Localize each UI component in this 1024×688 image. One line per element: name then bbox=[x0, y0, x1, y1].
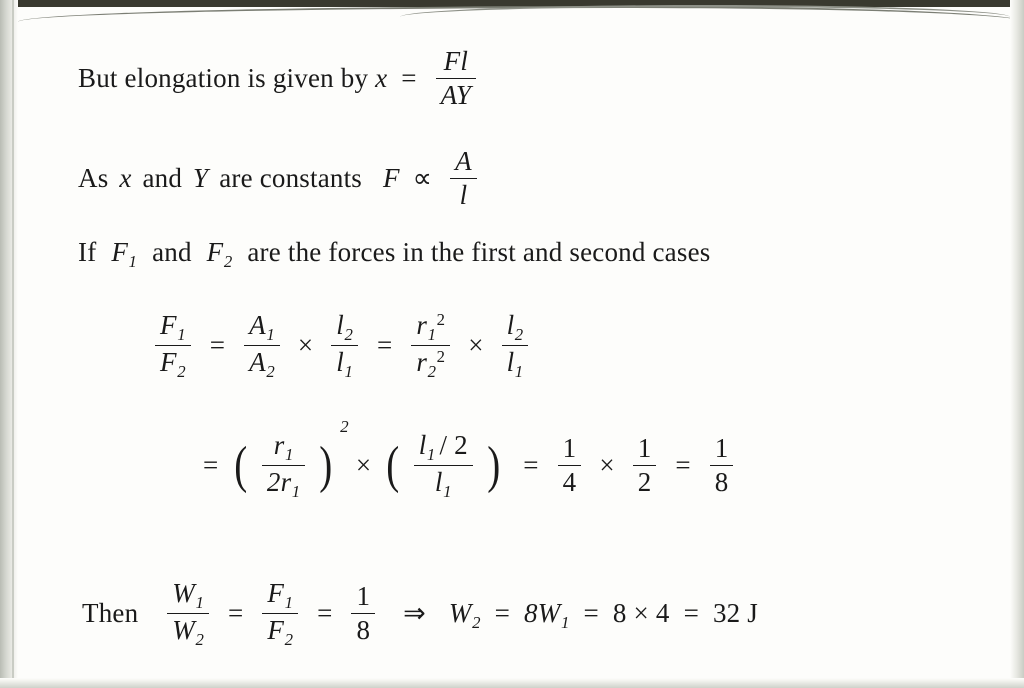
line6-W1-subscript: 1 bbox=[195, 592, 205, 612]
line4-r2-squared bbox=[411, 346, 450, 381]
line4-A1-base: A bbox=[249, 310, 266, 341]
line1-lead-text: But elongation is given by bbox=[78, 62, 369, 93]
line6-equals-2: = bbox=[317, 597, 333, 628]
line4-area-ratio-fraction bbox=[244, 310, 280, 381]
line2-fraction-numerator: A bbox=[450, 146, 477, 179]
line6-F1-base: F bbox=[267, 578, 285, 608]
line5-l1-half-base: l bbox=[418, 430, 427, 460]
line6-F2-subscript: 2 bbox=[284, 629, 294, 649]
line5-r1 bbox=[262, 430, 306, 466]
line4-radius-ratio-fraction bbox=[411, 310, 450, 382]
line1-equals: = bbox=[401, 62, 417, 93]
line5-left-paren-2: ( bbox=[386, 436, 400, 494]
line4-F1 bbox=[155, 310, 191, 346]
line6-one-eighth-numerator: 1 bbox=[351, 581, 375, 614]
line5-right-paren-1: ) bbox=[319, 436, 333, 494]
line5-one-half-denominator: 2 bbox=[637, 467, 652, 498]
line5-2r1-base: 2r bbox=[266, 467, 292, 498]
line6-one-eighth bbox=[351, 581, 375, 646]
line5-r1-subscript: 1 bbox=[284, 444, 294, 464]
line3-F2-subscript: 2 bbox=[223, 251, 233, 271]
line5-power-exponent: 2 bbox=[340, 417, 349, 436]
line6-W2-subscript: 2 bbox=[195, 629, 205, 649]
line4-F1-base: F bbox=[160, 310, 177, 341]
equation-line-forces-definition bbox=[78, 238, 710, 271]
line5-l1-half-subscript: 1 bbox=[426, 444, 436, 464]
line2-fraction-denominator: l bbox=[459, 180, 468, 211]
line4-l2-subscript: 2 bbox=[344, 325, 354, 345]
line5-one-fourth-denominator: 4 bbox=[562, 467, 577, 498]
line5-times-1: × bbox=[355, 449, 372, 480]
line2-lead-a: As bbox=[78, 162, 109, 193]
line1-fraction bbox=[436, 46, 476, 111]
line4-r2-superscript: 2 bbox=[436, 347, 446, 367]
line1-fraction-denominator: AY bbox=[440, 80, 472, 111]
line4-l2-second-subscript: 2 bbox=[514, 325, 524, 345]
line5-l1-half-rest: / 2 bbox=[439, 430, 468, 460]
line2-lead-c: are constants bbox=[219, 162, 363, 193]
line6-implies-symbol: ⇒ bbox=[403, 597, 426, 628]
line6-one-eighth-denominator: 8 bbox=[356, 615, 371, 646]
line4-r1-superscript: 2 bbox=[436, 310, 446, 329]
line5-one-eighth-denominator: 8 bbox=[714, 467, 729, 498]
line4-times-1: × bbox=[297, 329, 314, 360]
line5-length-fraction bbox=[414, 430, 473, 501]
line5-r1-base: r bbox=[273, 430, 285, 460]
line4-r1-squared bbox=[411, 310, 450, 346]
equation-line-substitution bbox=[196, 417, 738, 503]
line5-one-half bbox=[633, 433, 657, 498]
line4-l2-second-base: l bbox=[506, 310, 515, 341]
line6-result-8W1: 8W bbox=[524, 597, 561, 628]
line3-lead-a: If bbox=[78, 237, 97, 267]
line4-A2-base: A bbox=[249, 347, 266, 378]
line5-l1 bbox=[414, 466, 473, 501]
line5-l1-half bbox=[414, 430, 473, 466]
equation-line-constants bbox=[78, 148, 482, 213]
line6-lead-text: Then bbox=[82, 597, 139, 628]
line5-right-paren-2: ) bbox=[486, 436, 501, 494]
line4-l2-base: l bbox=[336, 310, 344, 341]
line2-proportional-symbol: ∝ bbox=[412, 162, 433, 193]
line4-l1-base: l bbox=[336, 347, 344, 378]
line5-equals-2: = bbox=[675, 449, 691, 480]
line4-A1 bbox=[244, 310, 280, 346]
line5-one-half-numerator: 1 bbox=[633, 433, 657, 466]
line2-variable-Y: Y bbox=[193, 162, 209, 193]
line6-result-equals-3: = bbox=[683, 597, 699, 628]
line4-r2-base: r bbox=[416, 347, 428, 378]
line5-l1-base: l bbox=[434, 467, 443, 498]
line2-variable-F: F bbox=[382, 162, 400, 193]
line4-l1-second bbox=[502, 346, 529, 381]
line6-W2-base: W bbox=[172, 615, 195, 646]
line4-length-ratio-fraction bbox=[331, 310, 358, 381]
line5-one-fourth-numerator: 1 bbox=[558, 433, 582, 466]
line4-A1-subscript: 1 bbox=[266, 325, 275, 345]
line6-result-value: 32 J bbox=[712, 597, 759, 628]
line4-F1-subscript: 1 bbox=[177, 325, 186, 345]
line4-equals-1: = bbox=[209, 329, 226, 360]
equation-line-final-result bbox=[82, 580, 758, 651]
line2-lead-b: and bbox=[142, 162, 183, 193]
line3-lead-c: are the forces in the first and second cases bbox=[247, 237, 711, 267]
line4-times-2: × bbox=[468, 329, 484, 360]
line5-length-term-group bbox=[384, 432, 502, 503]
equation-line-force-ratio bbox=[150, 312, 533, 384]
line6-F2 bbox=[262, 614, 298, 649]
line4-force-ratio-fraction bbox=[155, 310, 191, 381]
line1-variable-x: x bbox=[375, 62, 388, 93]
line5-left-paren-1: ( bbox=[234, 436, 248, 494]
line4-l2 bbox=[331, 310, 358, 346]
line4-F2-base: F bbox=[160, 347, 177, 378]
line4-l1-second-subscript: 1 bbox=[514, 362, 524, 382]
line4-l1 bbox=[331, 346, 358, 381]
line5-l1-subscript: 1 bbox=[443, 481, 452, 501]
line6-result-8W1-subscript: 1 bbox=[560, 612, 570, 632]
line5-one-fourth bbox=[558, 433, 582, 498]
line6-F1 bbox=[262, 578, 298, 614]
line4-equals-2: = bbox=[376, 329, 393, 360]
line1-fraction-numerator: Fl bbox=[436, 46, 476, 79]
line5-radius-fraction bbox=[262, 430, 306, 501]
line3-F1-subscript: 1 bbox=[128, 251, 138, 271]
line6-F2-base: F bbox=[267, 615, 285, 646]
line3-F2: F bbox=[206, 237, 224, 267]
line4-F2 bbox=[155, 346, 191, 381]
line3-lead-b: and bbox=[152, 237, 192, 267]
line6-force-ratio-fraction bbox=[262, 578, 298, 649]
line6-result-product: 8 × 4 bbox=[612, 597, 670, 628]
line4-r1-base: r bbox=[416, 310, 428, 341]
line5-radius-term-group bbox=[232, 417, 349, 503]
line6-equals-1: = bbox=[227, 597, 244, 628]
line4-r2-subscript: 2 bbox=[427, 362, 437, 382]
line5-one-eighth bbox=[710, 433, 734, 498]
line4-r1-subscript: 1 bbox=[427, 325, 437, 345]
line6-result-equals-2: = bbox=[583, 597, 599, 628]
line4-F2-subscript: 2 bbox=[177, 362, 186, 382]
line4-l2-second bbox=[502, 310, 529, 346]
line6-work-ratio-fraction bbox=[167, 578, 209, 649]
line6-result-equals-1: = bbox=[494, 597, 511, 628]
line5-equals-1: = bbox=[523, 449, 539, 480]
line2-variable-x: x bbox=[119, 162, 132, 193]
line5-2r1-subscript: 1 bbox=[291, 481, 301, 501]
line5-times-2: × bbox=[599, 449, 615, 480]
line4-length-ratio-fraction-2 bbox=[502, 310, 529, 381]
line6-F1-subscript: 1 bbox=[284, 592, 294, 612]
line4-A2 bbox=[244, 346, 280, 381]
line3-F1: F bbox=[111, 237, 129, 267]
line2-fraction bbox=[450, 146, 477, 211]
line6-W1-base: W bbox=[172, 578, 195, 608]
line4-A2-subscript: 2 bbox=[266, 362, 275, 382]
line6-result-W2-subscript: 2 bbox=[472, 612, 481, 632]
equation-line-elongation bbox=[78, 48, 481, 113]
line5-equals-0: = bbox=[203, 449, 219, 480]
line6-W1 bbox=[167, 578, 209, 614]
line5-one-eighth-numerator: 1 bbox=[710, 433, 734, 466]
line5-2r1 bbox=[262, 466, 306, 501]
line4-l1-subscript: 1 bbox=[344, 362, 354, 382]
line4-l1-second-base: l bbox=[506, 347, 515, 378]
line6-W2 bbox=[167, 614, 209, 649]
line6-result-W2: W bbox=[448, 597, 472, 628]
